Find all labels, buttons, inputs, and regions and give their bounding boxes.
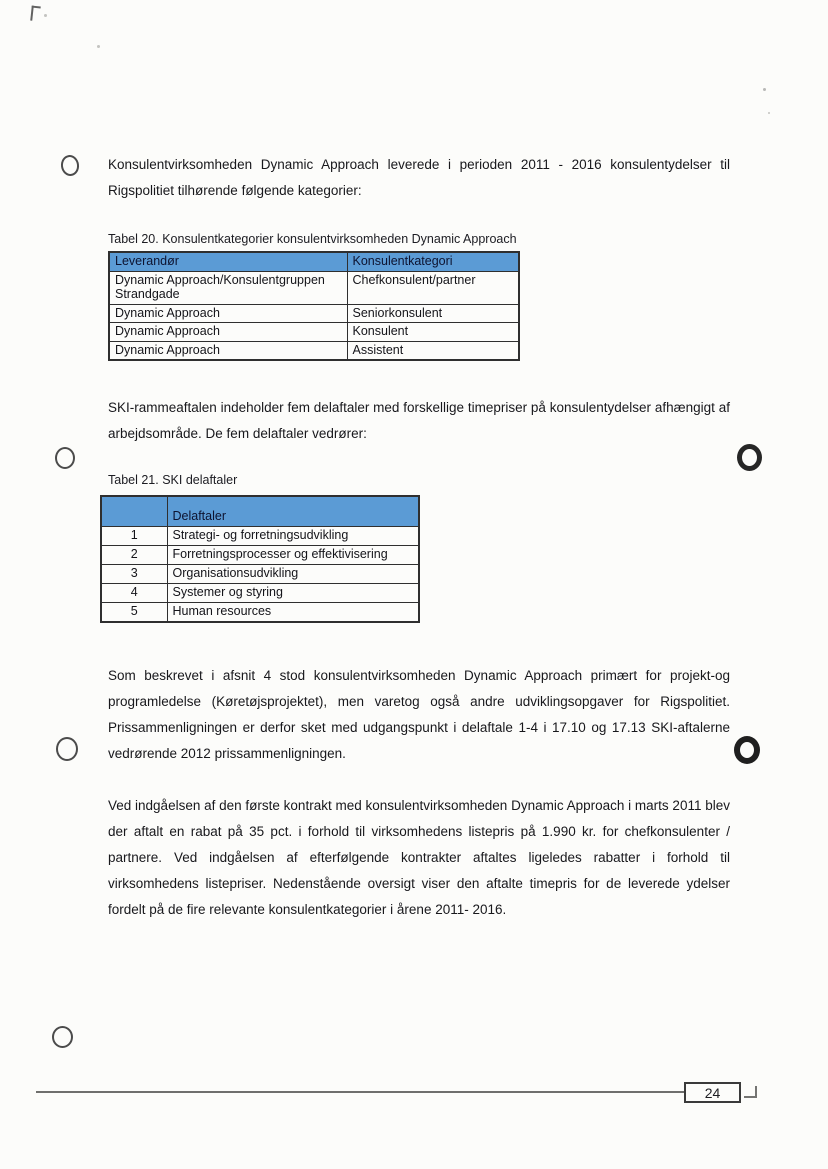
scan-speck	[763, 88, 766, 91]
table-cell-kategori: Assistent	[347, 341, 519, 360]
paragraph-ski-rammeaftale: SKI-rammeaftalen indeholder fem delaftaler med forskellige timepriser på konsulentydelser afhængigt af arbejdsområde. De fem delaftaler vedrører:	[108, 400, 730, 441]
hole-punch-mark	[737, 444, 762, 471]
table21-caption: Tabel 21. SKI delaftaler	[108, 473, 238, 487]
paragraph-intro: Konsulentvirksomheden Dynamic Approach leverede i perioden 2011 - 2016 konsulentydelser til Rigspolitiet tilhørende følgende kategorier:	[108, 157, 730, 198]
table-cell-kategori: Seniorkonsulent	[347, 304, 519, 323]
hole-punch-mark	[60, 154, 81, 177]
table-cell-number: 3	[101, 564, 167, 583]
table21-header-delaftaler: Delaftaler	[167, 496, 419, 526]
table20-header-leverandor: Leverandør	[109, 252, 347, 271]
table-cell-leverandor: Dynamic Approach	[109, 304, 347, 323]
table-cell-delaftale: Systemer og styring	[167, 583, 419, 602]
paragraph-rabat: Ved indgåelsen af den første kontrakt med konsulentvirksomheden Dynamic Approach i marts 2011 blev der aftalt en rabat på 35 pct. i forhold til virksomhedens listepris på 1.990 kr. for chefkonsulenter / partnere. Ved indgåelsen af efterfølgende kontrakter aftaltes ligeledes rabatter i forhold til virksomhedens listepriser. Nedenstående oversigt viser den aftalte timepris for de leverede ydelser fordelt på de fire relevante konsulentkategorier i årene 2011- 2016.	[108, 797, 730, 917]
table-cell-number: 4	[101, 583, 167, 602]
table-row	[109, 341, 519, 360]
table-row	[101, 545, 419, 564]
table-cell-leverandor: Dynamic Approach	[109, 341, 347, 360]
hole-punch-mark	[55, 447, 75, 469]
table-row	[109, 323, 519, 342]
table-header-row	[109, 252, 519, 271]
table-row	[101, 583, 419, 602]
hole-punch-mark	[56, 737, 78, 761]
footer-rule	[36, 1091, 738, 1093]
hole-punch-mark	[734, 736, 760, 764]
table-cell-kategori: Konsulent	[347, 323, 519, 342]
table-cell-leverandor: Dynamic Approach	[109, 323, 347, 342]
hole-punch-mark	[52, 1026, 73, 1048]
page-number-badge: 24	[684, 1082, 741, 1103]
table20-header-konsulentkategori: Konsulentkategori	[347, 252, 519, 271]
table-cell-kategori: Chefkonsulent/partner	[347, 271, 519, 304]
table-cell-number: 1	[101, 526, 167, 545]
table-row	[101, 526, 419, 545]
paragraph-prissammenligning: Som beskrevet i afsnit 4 stod konsulentvirksomheden Dynamic Approach primært for projekt-og programledelse (Køretøjsprojektet), men varetog også andre udviklingsopgaver for Rigspolitiet. Prissammenligningen er derfor sket med udgangspunkt i delaftale 1-4 i 17.10 og 17.13 SKI-aftalerne vedrørende 2012 prissammenligningen.	[108, 667, 730, 761]
table-row	[109, 304, 519, 323]
table-cell-delaftale: Forretningsprocesser og effektivisering	[167, 545, 419, 564]
scan-speck	[44, 14, 47, 17]
table20-caption: Tabel 20. Konsulentkategorier konsulentvirksomheden Dynamic Approach	[108, 232, 517, 246]
table21-header-empty	[101, 496, 167, 526]
table-row	[101, 564, 419, 583]
document-body	[108, 152, 730, 923]
table-cell-delaftale: Human resources	[167, 602, 419, 622]
scan-speck	[97, 45, 100, 48]
page-corner-mark	[30, 6, 41, 22]
table-cell-number: 5	[101, 602, 167, 622]
table-header-row	[101, 496, 419, 526]
table-row	[101, 602, 419, 622]
table-20-konsulentkategorier	[108, 251, 520, 361]
scan-speck	[768, 112, 770, 114]
table-21-ski-delaftaler	[100, 495, 420, 623]
table-cell-delaftale: Organisationsudvikling	[167, 564, 419, 583]
table-row	[109, 271, 519, 304]
table-cell-leverandor: Dynamic Approach/Konsulentgruppen Strandgade	[109, 271, 347, 304]
table-cell-number: 2	[101, 545, 167, 564]
footer-bracket-mark	[744, 1086, 757, 1098]
table-cell-delaftale: Strategi- og forretningsudvikling	[167, 526, 419, 545]
